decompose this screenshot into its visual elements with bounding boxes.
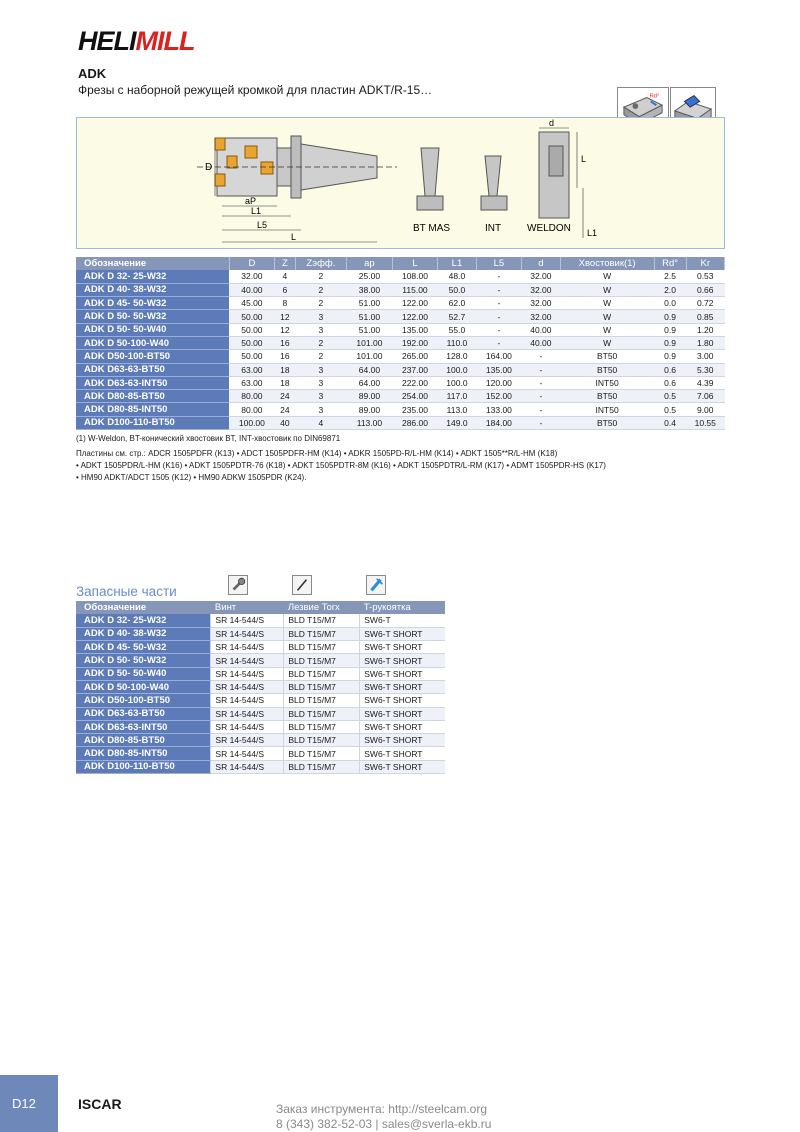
table-cell: 0.85: [686, 310, 725, 323]
table-row: [76, 376, 725, 389]
table-cell: 0.9: [654, 350, 686, 363]
table-cell: SR 14-544/S: [211, 747, 284, 760]
column-header: L5: [476, 257, 522, 270]
table-cell: 0.72: [686, 297, 725, 310]
table-cell: BLD T15/M7: [284, 680, 360, 693]
table-cell: 51.00: [347, 310, 393, 323]
table-cell: 40.00: [522, 336, 560, 349]
table-cell: 40.00: [522, 323, 560, 336]
table-cell: SW6-T SHORT: [360, 747, 445, 760]
designation-cell: ADK D 50- 50-W32: [76, 654, 211, 667]
table-cell: 0.6: [654, 363, 686, 376]
table-cell: BLD T15/M7: [284, 654, 360, 667]
table-cell: 1.20: [686, 323, 725, 336]
table-cell: 48.0: [438, 270, 476, 283]
table-cell: W: [560, 323, 654, 336]
table-cell: 3: [295, 363, 347, 376]
table-row: [76, 403, 725, 416]
column-header: Rd°: [654, 257, 686, 270]
table-cell: 0.5: [654, 390, 686, 403]
table-cell: 0.4: [654, 416, 686, 429]
inserts-note-line: • ADKT 1505PDR/L-HM (K16) • ADKT 1505PDTR-76 (K18) • ADKT 1505PDTR-8M (K16) • ADKT 1505PDTR/L-RM (K17) • ADMT 1505PDR-HS (K17): [76, 461, 606, 470]
table-row: [76, 720, 445, 733]
table-cell: 3.00: [686, 350, 725, 363]
table-cell: 2: [295, 283, 347, 296]
table-cell: 120.00: [476, 376, 522, 389]
table-cell: SR 14-544/S: [211, 734, 284, 747]
table-cell: 110.0: [438, 336, 476, 349]
table-row: [76, 760, 445, 773]
table-cell: 16: [275, 350, 295, 363]
table-cell: 117.0: [438, 390, 476, 403]
table-cell: 50.00: [229, 336, 275, 349]
table-row: [76, 323, 725, 336]
product-code: ADK: [78, 66, 107, 81]
table-cell: BT50: [560, 416, 654, 429]
table-cell: 286.00: [392, 416, 438, 429]
inserts-note-line: Пластины см. стр.: ADCR 1505PDFR (K13) • ADCT 1505PDFR-HM (K14) • ADKR 1505PD-R/L-HM (K14) • ADKT 1505**R/L-HM (K18): [76, 449, 558, 458]
designation-cell: ADK D50-100-BT50: [76, 350, 229, 363]
table-cell: BLD T15/M7: [284, 667, 360, 680]
dim-l5-label: L5: [257, 220, 268, 230]
table-cell: 45.00: [229, 297, 275, 310]
table-row: [76, 297, 725, 310]
designation-cell: ADK D63-63-INT50: [76, 720, 211, 733]
table-cell: 2: [295, 270, 347, 283]
table-cell: BLD T15/M7: [284, 694, 360, 707]
table-cell: 3: [295, 403, 347, 416]
table-cell: 6: [275, 283, 295, 296]
helimill-logo: HELIMILL: [78, 26, 195, 56]
table-cell: 135.00: [392, 323, 438, 336]
table-cell: W: [560, 336, 654, 349]
inserts-reference-note: [76, 448, 716, 484]
screw-icon: [228, 575, 248, 595]
dim-l-label: L: [291, 232, 297, 242]
table-cell: 0.66: [686, 283, 725, 296]
table-cell: 4.39: [686, 376, 725, 389]
table-cell: 18: [275, 363, 295, 376]
table-cell: W: [560, 270, 654, 283]
column-header: Z: [275, 257, 295, 270]
designation-cell: ADK D 40- 38-W32: [76, 627, 211, 640]
table-cell: 4: [295, 416, 347, 429]
table-cell: SR 14-544/S: [211, 694, 284, 707]
column-header: Обозначение: [76, 257, 229, 270]
designation-cell: ADK D63-63-INT50: [76, 376, 229, 389]
table-cell: -: [476, 310, 522, 323]
table-cell: 3: [295, 390, 347, 403]
table-cell: 2: [295, 297, 347, 310]
table-cell: -: [522, 403, 560, 416]
column-header: Винт: [211, 601, 284, 614]
table-cell: 135.00: [476, 363, 522, 376]
specifications-table: [76, 257, 725, 430]
table-row: [76, 654, 445, 667]
table-cell: -: [522, 350, 560, 363]
column-header: T-рукоятка: [360, 601, 445, 614]
table-cell: 16: [275, 336, 295, 349]
table-cell: 7.06: [686, 390, 725, 403]
table-cell: 2.5: [654, 270, 686, 283]
footnote: (1) W-Weldon, BT-конический хвостовик BT, INT-хвостовик по DIN69871: [76, 434, 341, 443]
table-cell: SR 14-544/S: [211, 680, 284, 693]
table-cell: SW6-T SHORT: [360, 627, 445, 640]
table-cell: 113.0: [438, 403, 476, 416]
column-header: L1: [438, 257, 476, 270]
table-cell: 115.00: [392, 283, 438, 296]
designation-cell: ADK D 40- 38-W32: [76, 283, 229, 296]
table-row: [76, 350, 725, 363]
table-cell: BLD T15/M7: [284, 627, 360, 640]
table-row: [76, 707, 445, 720]
table-cell: 18: [275, 376, 295, 389]
column-header: L: [392, 257, 438, 270]
table-cell: -: [522, 376, 560, 389]
table-cell: 101.00: [347, 350, 393, 363]
designation-cell: ADK D 32- 25-W32: [76, 270, 229, 283]
designation-cell: ADK D 50- 50-W32: [76, 310, 229, 323]
table-cell: 5.30: [686, 363, 725, 376]
table-cell: 80.00: [229, 403, 275, 416]
iscar-brand: ISCAR: [78, 1096, 122, 1112]
table-cell: BLD T15/M7: [284, 707, 360, 720]
dim-d-small-label: d: [549, 118, 555, 128]
table-cell: SR 14-544/S: [211, 667, 284, 680]
table-cell: 80.00: [229, 390, 275, 403]
table-cell: 10.55: [686, 416, 725, 429]
table-cell: SW6-T SHORT: [360, 654, 445, 667]
shank-weldon-label: WELDON: [527, 223, 571, 234]
table-cell: 50.00: [229, 323, 275, 336]
table-cell: 237.00: [392, 363, 438, 376]
table-cell: SW6-T SHORT: [360, 680, 445, 693]
designation-cell: ADK D80-85-INT50: [76, 747, 211, 760]
table-cell: 9.00: [686, 403, 725, 416]
column-header: Хвостовик(1): [560, 257, 654, 270]
shank-int-label: INT: [485, 223, 502, 234]
table-cell: 52.7: [438, 310, 476, 323]
designation-cell: ADK D 50-100-W40: [76, 336, 229, 349]
table-cell: SW6-T: [360, 614, 445, 627]
table-cell: -: [476, 323, 522, 336]
table-cell: -: [476, 336, 522, 349]
designation-cell: ADK D 45- 50-W32: [76, 641, 211, 654]
table-cell: 2: [295, 336, 347, 349]
table-cell: 25.00: [347, 270, 393, 283]
table-cell: 192.00: [392, 336, 438, 349]
dim-ap-label: aP: [245, 196, 257, 206]
table-cell: 0.5: [654, 403, 686, 416]
table-cell: INT50: [560, 403, 654, 416]
table-cell: SW6-T SHORT: [360, 734, 445, 747]
table-row: [76, 283, 725, 296]
table-cell: 100.0: [438, 363, 476, 376]
shank-btmas-label: BT MAS: [413, 223, 451, 234]
table-cell: INT50: [560, 376, 654, 389]
svg-text:Rd°: Rd°: [649, 93, 660, 100]
table-row: [76, 667, 445, 680]
table-cell: 265.00: [392, 350, 438, 363]
table-row: [76, 270, 725, 283]
table-cell: 32.00: [229, 270, 275, 283]
torx-blade-icon: [292, 575, 312, 595]
table-cell: BT50: [560, 350, 654, 363]
table-cell: W: [560, 310, 654, 323]
table-cell: 100.0: [438, 376, 476, 389]
designation-cell: ADK D 50- 50-W40: [76, 323, 229, 336]
table-cell: SW6-T SHORT: [360, 760, 445, 773]
designation-cell: ADK D50-100-BT50: [76, 694, 211, 707]
table-cell: 32.00: [522, 283, 560, 296]
designation-cell: ADK D 32- 25-W32: [76, 614, 211, 627]
table-cell: BLD T15/M7: [284, 747, 360, 760]
column-header: d: [522, 257, 560, 270]
table-cell: BLD T15/M7: [284, 641, 360, 654]
table-cell: -: [522, 363, 560, 376]
table-cell: SW6-T SHORT: [360, 694, 445, 707]
column-header: ap: [347, 257, 393, 270]
table-cell: 254.00: [392, 390, 438, 403]
column-header: Обозначение: [76, 601, 211, 614]
order-site-line: Заказ инструмента: http://steelcam.org: [276, 1102, 488, 1116]
table-cell: 0.6: [654, 376, 686, 389]
designation-cell: ADK D80-85-INT50: [76, 403, 229, 416]
table-cell: SR 14-544/S: [211, 627, 284, 640]
table-cell: 8: [275, 297, 295, 310]
table-cell: 38.00: [347, 283, 393, 296]
table-cell: 40.00: [229, 283, 275, 296]
table-cell: 32.00: [522, 310, 560, 323]
table-cell: SR 14-544/S: [211, 760, 284, 773]
table-cell: 63.00: [229, 376, 275, 389]
t-handle-icon: [366, 575, 386, 595]
table-cell: 63.00: [229, 363, 275, 376]
table-row: [76, 734, 445, 747]
table-row: [76, 416, 725, 429]
designation-cell: ADK D80-85-BT50: [76, 734, 211, 747]
order-phone-line: 8 (343) 382-52-03 | sales@sverla-ekb.ru: [276, 1117, 492, 1131]
table-cell: W: [560, 297, 654, 310]
designation-cell: ADK D 50- 50-W40: [76, 667, 211, 680]
table-cell: SR 14-544/S: [211, 654, 284, 667]
column-header: D: [229, 257, 275, 270]
table-cell: -: [476, 283, 522, 296]
designation-cell: ADK D63-63-BT50: [76, 707, 211, 720]
table-cell: 24: [275, 403, 295, 416]
table-cell: 152.00: [476, 390, 522, 403]
technical-drawing: [76, 117, 725, 249]
dim-l1-weldon-label: L1: [587, 228, 598, 238]
table-cell: BLD T15/M7: [284, 734, 360, 747]
table-cell: 128.0: [438, 350, 476, 363]
table-cell: 184.00: [476, 416, 522, 429]
table-cell: W: [560, 283, 654, 296]
table-cell: SR 14-544/S: [211, 641, 284, 654]
column-header: Лезвие Torx: [284, 601, 360, 614]
table-cell: SW6-T SHORT: [360, 707, 445, 720]
table-row: [76, 627, 445, 640]
table-cell: 4: [275, 270, 295, 283]
column-header: Zэфф.: [295, 257, 347, 270]
dim-d-label: D: [205, 162, 213, 173]
table-cell: 50.00: [229, 350, 275, 363]
column-header: Kr: [686, 257, 725, 270]
table-cell: 2.0: [654, 283, 686, 296]
table-cell: 24: [275, 390, 295, 403]
designation-cell: ADK D63-63-BT50: [76, 363, 229, 376]
designation-cell: ADK D 45- 50-W32: [76, 297, 229, 310]
table-cell: 0.53: [686, 270, 725, 283]
table-cell: SW6-T SHORT: [360, 667, 445, 680]
table-cell: 222.00: [392, 376, 438, 389]
inserts-note-line: • HM90 ADKT/ADCT 1505 (K12) • HM90 ADKW 1505PDR (K24).: [76, 473, 307, 482]
table-cell: SR 14-544/S: [211, 614, 284, 627]
table-cell: SW6-T SHORT: [360, 720, 445, 733]
table-cell: 0.9: [654, 310, 686, 323]
table-cell: 3: [295, 376, 347, 389]
table-row: [76, 336, 725, 349]
table-cell: 100.00: [229, 416, 275, 429]
table-cell: 2: [295, 350, 347, 363]
designation-cell: ADK D 50-100-W40: [76, 680, 211, 693]
cutter-drawing-svg: [77, 118, 726, 250]
table-cell: BT50: [560, 390, 654, 403]
table-cell: 164.00: [476, 350, 522, 363]
table-cell: -: [522, 390, 560, 403]
table-cell: -: [476, 270, 522, 283]
table-cell: 40: [275, 416, 295, 429]
table-cell: 0.9: [654, 336, 686, 349]
designation-cell: ADK D100-110-BT50: [76, 760, 211, 773]
dim-l1-label: L1: [251, 206, 262, 216]
designation-cell: ADK D80-85-BT50: [76, 390, 229, 403]
table-cell: 89.00: [347, 390, 393, 403]
table-cell: 51.00: [347, 323, 393, 336]
table-cell: 12: [275, 323, 295, 336]
table-row: [76, 680, 445, 693]
table-cell: BLD T15/M7: [284, 720, 360, 733]
table-cell: 32.00: [522, 270, 560, 283]
table-cell: -: [522, 416, 560, 429]
table-cell: 1.80: [686, 336, 725, 349]
page-number-tab: D12: [0, 1075, 58, 1132]
table-cell: SW6-T SHORT: [360, 641, 445, 654]
table-cell: 64.00: [347, 363, 393, 376]
table-cell: BLD T15/M7: [284, 614, 360, 627]
table-cell: 32.00: [522, 297, 560, 310]
table-cell: SR 14-544/S: [211, 707, 284, 720]
table-cell: -: [476, 297, 522, 310]
table-cell: 62.0: [438, 297, 476, 310]
table-row: [76, 390, 725, 403]
spare-parts-table: [76, 601, 445, 774]
table-cell: BT50: [560, 363, 654, 376]
table-cell: 149.0: [438, 416, 476, 429]
table-row: [76, 310, 725, 323]
table-row: [76, 641, 445, 654]
table-cell: 50.00: [229, 310, 275, 323]
table-row: [76, 747, 445, 760]
dim-l-weldon-label: L: [581, 154, 587, 164]
table-row: [76, 694, 445, 707]
table-cell: 133.00: [476, 403, 522, 416]
table-cell: 122.00: [392, 297, 438, 310]
table-cell: 3: [295, 323, 347, 336]
table-cell: 64.00: [347, 376, 393, 389]
table-row: [76, 363, 725, 376]
table-cell: 50.0: [438, 283, 476, 296]
page-title: Фрезы с наборной режущей кромкой для пластин ADKT/R-15…: [78, 83, 433, 97]
table-cell: 55.0: [438, 323, 476, 336]
spare-parts-title: Запасные части: [76, 584, 177, 599]
table-cell: 122.00: [392, 310, 438, 323]
order-contacts: [276, 1102, 491, 1132]
designation-cell: ADK D100-110-BT50: [76, 416, 229, 429]
table-cell: 101.00: [347, 336, 393, 349]
table-cell: 108.00: [392, 270, 438, 283]
table-cell: 113.00: [347, 416, 393, 429]
table-cell: 3: [295, 310, 347, 323]
table-row: [76, 614, 445, 627]
table-cell: 12: [275, 310, 295, 323]
table-cell: 89.00: [347, 403, 393, 416]
table-cell: 0.0: [654, 297, 686, 310]
table-cell: 51.00: [347, 297, 393, 310]
table-cell: BLD T15/M7: [284, 760, 360, 773]
table-cell: 235.00: [392, 403, 438, 416]
table-cell: 0.9: [654, 323, 686, 336]
table-cell: SR 14-544/S: [211, 720, 284, 733]
